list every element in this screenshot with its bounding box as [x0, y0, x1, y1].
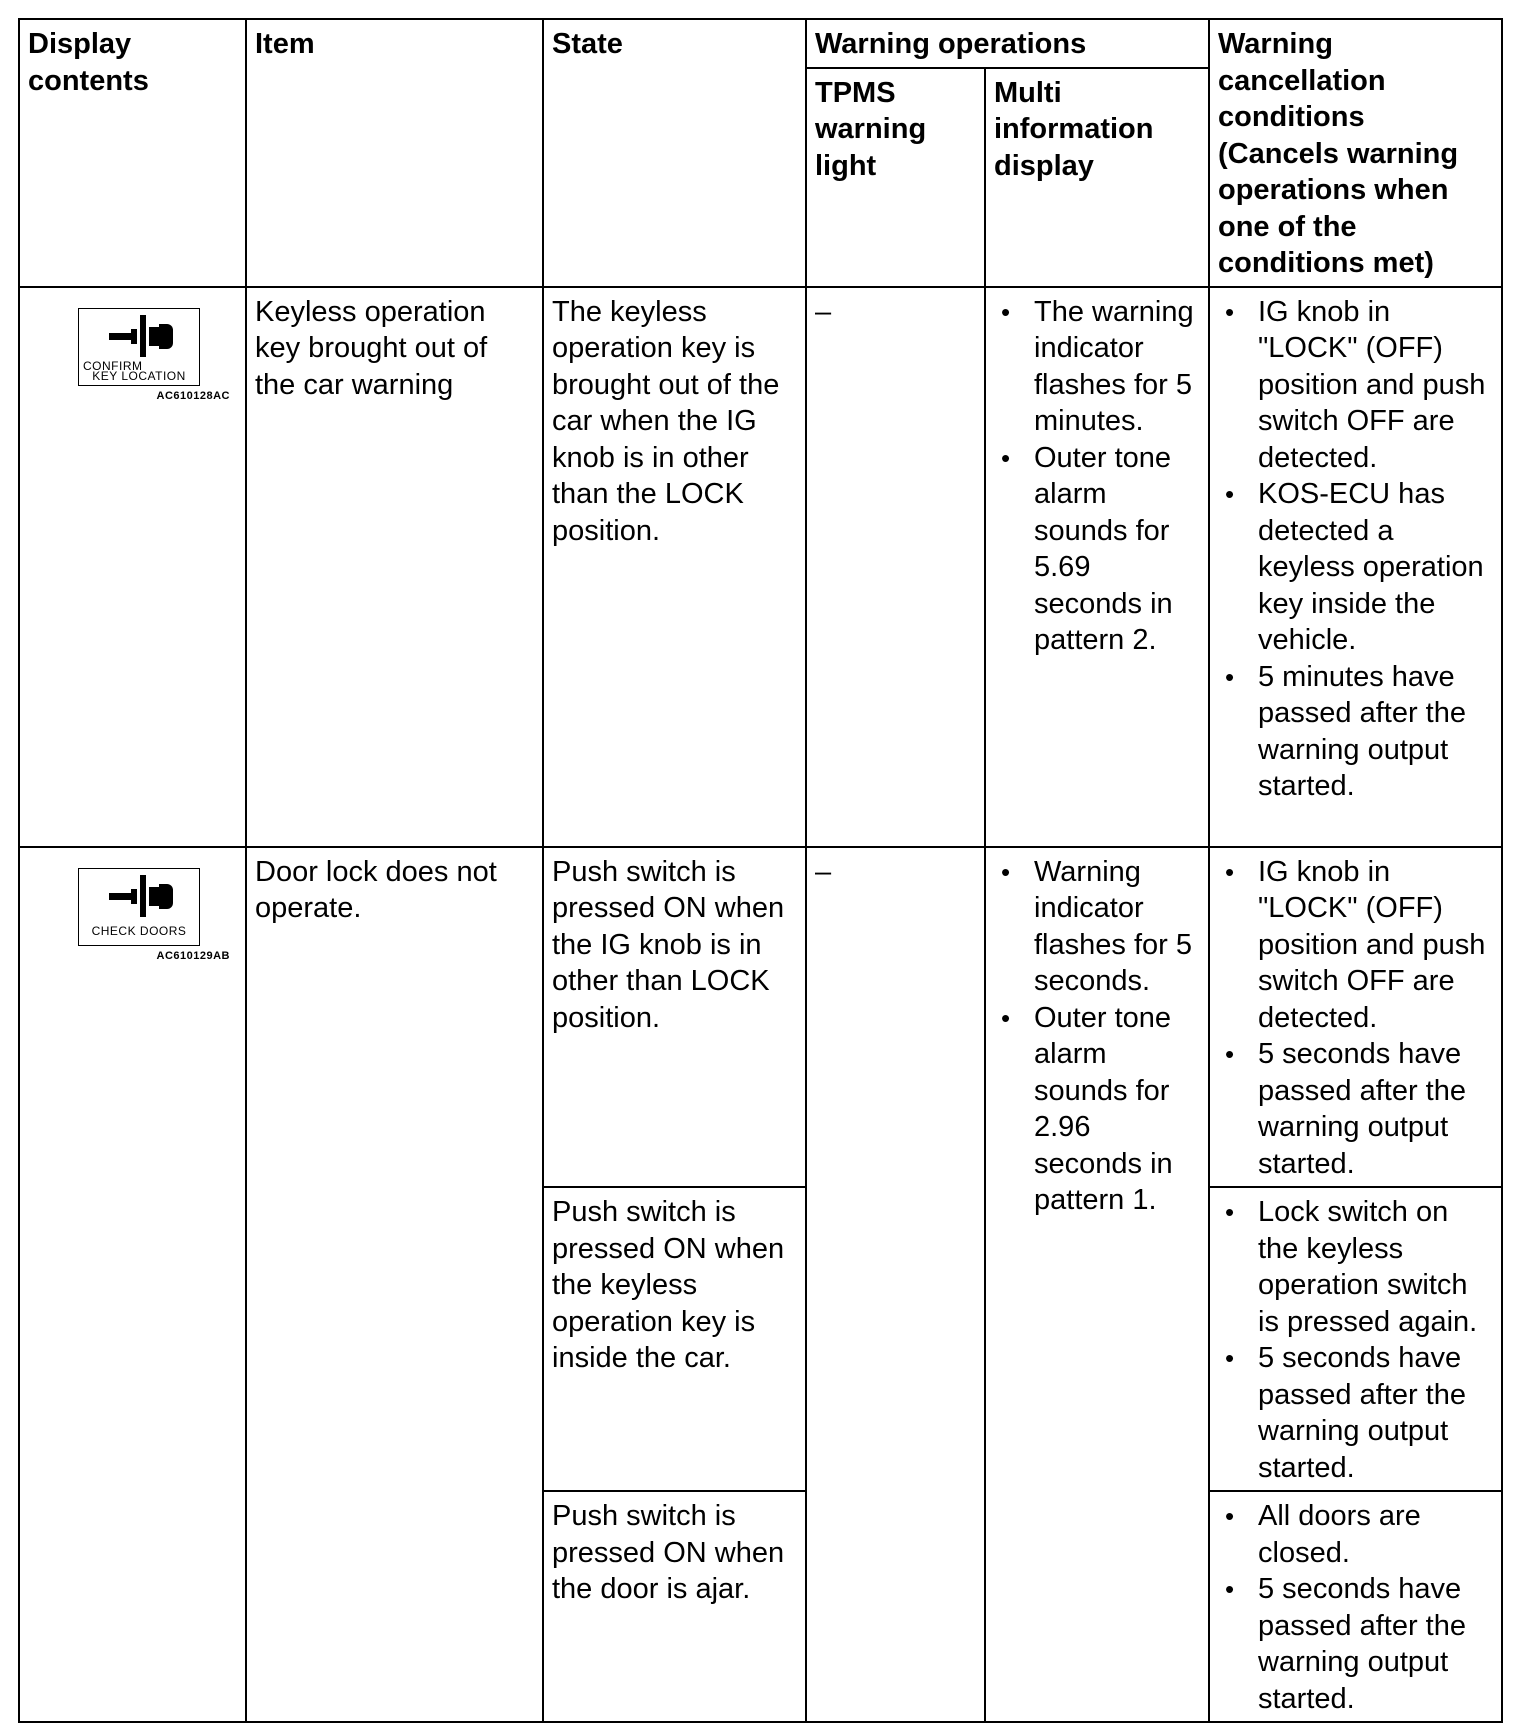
tpms-value: – [815, 855, 832, 888]
plug-icon [79, 309, 199, 359]
tpms-value: – [815, 295, 832, 328]
plug-icon [79, 869, 199, 919]
icon-code: AC610128AC [156, 389, 230, 402]
list-item: • 5 seconds have passed after the warning output started. [1258, 1036, 1493, 1182]
header-item: Item [246, 19, 543, 287]
cancel-conditions-list [1218, 1194, 1493, 1486]
list-item: • IG knob in "LOCK" (OFF) position and push switch OFF are detected. [1258, 294, 1493, 477]
header-display-contents: Display contents [19, 19, 246, 287]
item-cell: Keyless operation key brought out of the car warning [246, 287, 543, 847]
header-warning-operations: Warning operations [806, 19, 1209, 68]
list-item: • IG knob in "LOCK" (OFF) position and push switch OFF are detected. [1258, 854, 1493, 1037]
multi-info-cell [985, 287, 1209, 847]
state-cell: The keyless operation key is brought out of the car when the IG knob is in other than the LOCK position. [543, 287, 806, 847]
icon-caption-line2: KEY LOCATION [92, 368, 186, 383]
icon-code: AC610129AB [156, 949, 230, 962]
list-item: • 5 seconds have passed after the warning output started. [1258, 1571, 1493, 1717]
list-item: • The warning indicator flashes for 5 minutes. [1034, 294, 1200, 440]
state-cell: Push switch is pressed ON when the door is ajar. [543, 1491, 806, 1722]
list-item: • Warning indicator flashes for 5 seconds. [1034, 854, 1200, 1000]
list-item: • Outer tone alarm sounds for 5.69 seconds in pattern 2. [1034, 440, 1200, 659]
state-cell: Push switch is pressed ON when the keyless operation key is inside the car. [543, 1187, 806, 1491]
tpms-cell [806, 847, 985, 1723]
list-item: • Lock switch on the keyless operation switch is pressed again. [1258, 1194, 1493, 1340]
display-contents-cell [19, 287, 246, 847]
cancel-conditions-cell [1209, 1187, 1502, 1491]
list-item: • Outer tone alarm sounds for 2.96 seconds in pattern 1. [1034, 1000, 1200, 1219]
tpms-cell [806, 287, 985, 847]
display-contents-cell [19, 847, 246, 1723]
list-item: • 5 minutes have passed after the warning output started. [1258, 659, 1493, 805]
multi-info-cell [985, 847, 1209, 1723]
warning-table [18, 18, 1503, 1723]
door-lock-icon [78, 868, 230, 962]
table-row [19, 847, 1502, 1188]
list-item: • KOS-ECU has detected a keyless operation key inside the vehicle. [1258, 476, 1493, 659]
multi-info-list [994, 854, 1200, 1219]
state-cell: Push switch is pressed ON when the IG knob is in other than LOCK position. [543, 847, 806, 1188]
cancel-conditions-cell [1209, 1491, 1502, 1722]
cancel-conditions-cell [1209, 847, 1502, 1188]
item-cell: Door lock does not operate. [246, 847, 543, 1723]
multi-info-list [994, 294, 1200, 659]
list-item: • All doors are closed. [1258, 1498, 1493, 1571]
cancel-conditions-list [1218, 854, 1493, 1183]
table-row [19, 287, 1502, 847]
cancel-conditions-list [1218, 1498, 1493, 1717]
cancel-conditions-list [1218, 294, 1493, 805]
cancel-conditions-cell [1209, 287, 1502, 847]
header-warning-cancellation: Warning cancellation conditions (Cancels warning operations when one of the conditions met) [1209, 19, 1502, 287]
icon-caption: CHECK DOORS [91, 923, 187, 938]
key-out-icon [78, 308, 230, 402]
header-multi-information-display: Multi information display [985, 68, 1209, 287]
header-state: State [543, 19, 806, 287]
icon-caption-line1: CONFIRM [83, 358, 143, 373]
list-item: • 5 seconds have passed after the warning output started. [1258, 1340, 1493, 1486]
header-tpms-warning-light: TPMS warning light [806, 68, 985, 287]
